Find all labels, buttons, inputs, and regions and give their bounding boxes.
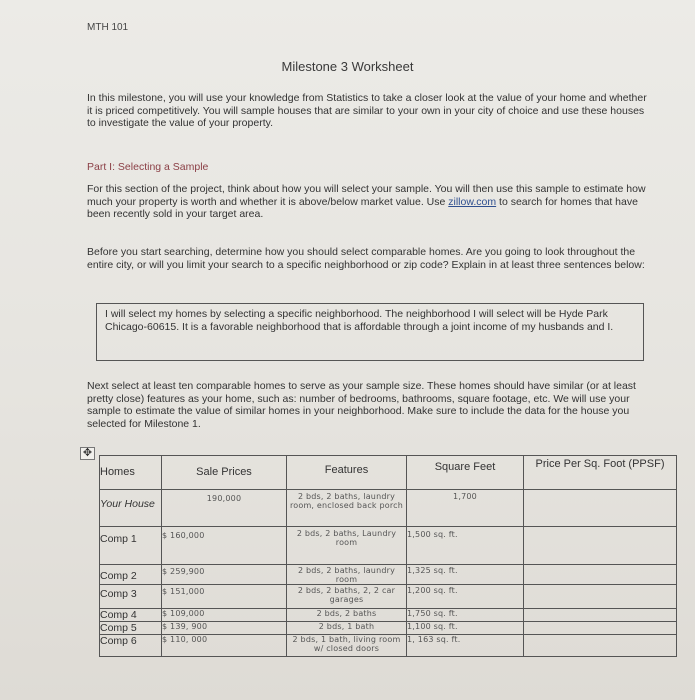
square-feet[interactable]: 1,325 sq. ft. [407,565,524,585]
home-name[interactable]: Comp 2 [100,565,162,585]
features[interactable]: 2 bds, 1 bath [287,622,407,635]
course-code: MTH 101 [87,22,129,33]
page-title: Milestone 3 Worksheet [281,59,414,74]
instructions-text-end: to search for homes that have been recently sold in your target area. [87,195,638,221]
header-square-feet: Square Feet [407,456,524,490]
header-homes: Homes [100,456,162,490]
answer-textbox[interactable]: I will select my homes by selecting a specific neighborhood. The neighborhood I will select will be Hyde Park Chicago-60615. It is a favorable neighborhood that is affordable through a joint income of my husbands and I. [96,303,644,361]
features[interactable]: 2 bds, 2 baths, laundry room [287,565,407,585]
home-name[interactable]: Comp 5 [100,622,162,635]
table-row [100,527,677,565]
part-heading: Part I: Selecting a Sample [87,161,209,173]
table-row [100,585,677,609]
homes-table [99,455,677,657]
instructions-text-start: For this section of the project, think about how you will select your sample. You will then use this sample to estimate how much your property is worth and whether it is above/below market value. Use [87,183,646,208]
square-feet[interactable]: 1,750 sq. ft. [407,609,524,622]
table-move-handle-icon[interactable]: ✥ [80,447,95,460]
header-ppsf: Price Per Sq. Foot (PPSF) [524,456,677,490]
sale-price[interactable]: $ 151,000 [162,585,287,609]
sale-price[interactable]: $ 259,900 [162,565,287,585]
home-name[interactable]: Comp 6 [100,635,162,657]
header-sale-prices: Sale Prices [162,456,287,490]
features[interactable]: 2 bds, 2 baths, 2, 2 car garages [287,585,407,609]
sale-price[interactable]: $ 139, 900 [162,622,287,635]
sample-instructions-paragraph: Next select at least ten comparable homes to serve as your sample size. These homes should have similar (or at least pretty close) features as your home, such as: number of bedrooms, bathrooms, square footage, etc. We will use your sample to estimate the value of similar homes in your neighborhood. Make sure to include the data for the house you selected for Milestone 1. [87,380,636,430]
square-feet[interactable]: 1, 163 sq. ft. [407,635,524,657]
table-row [100,609,677,622]
features[interactable]: 2 bds, 2 baths, laundry room, enclosed back porch [287,490,407,527]
intro-paragraph: In this milestone, you will use your knowledge from Statistics to take a closer look at the value of your home and whether it is priced competitively. You will sample houses that are similar to your own in your city of choice and use these houses to investigate the value of your property. [87,92,647,130]
ppsf[interactable] [524,490,677,527]
question-paragraph: Before you start searching, determine how you should select comparable homes. Are you going to look throughout the entire city, or will you limit your search to a specific neighborhood or zip code? Explain in at least three sentences below: [87,246,645,271]
instructions-paragraph [87,183,647,221]
table-row [100,622,677,635]
sale-price[interactable]: $ 109,000 [162,609,287,622]
sale-price[interactable]: $ 110, 000 [162,635,287,657]
zillow-link[interactable]: zillow.com [448,195,497,208]
features[interactable]: 2 bds, 2 baths, Laundry room [287,527,407,565]
ppsf[interactable] [524,527,677,565]
ppsf[interactable] [524,565,677,585]
sale-price[interactable]: 190,000 [162,490,287,527]
square-feet[interactable]: 1,500 sq. ft. [407,527,524,565]
table-row [100,635,677,657]
header-features: Features [287,456,407,490]
table-header-row [100,456,677,490]
table-row [100,490,677,527]
ppsf[interactable] [524,635,677,657]
ppsf[interactable] [524,609,677,622]
home-name[interactable]: Comp 4 [100,609,162,622]
features[interactable]: 2 bds, 1 bath, living room w/ closed doors [287,635,407,657]
square-feet[interactable]: 1,700 [407,490,524,527]
ppsf[interactable] [524,622,677,635]
table-row [100,565,677,585]
ppsf[interactable] [524,585,677,609]
home-name[interactable]: Comp 3 [100,585,162,609]
home-name[interactable]: Comp 1 [100,527,162,565]
features[interactable]: 2 bds, 2 baths [287,609,407,622]
square-feet[interactable]: 1,200 sq. ft. [407,585,524,609]
square-feet[interactable]: 1,100 sq. ft. [407,622,524,635]
sale-price[interactable]: $ 160,000 [162,527,287,565]
home-name[interactable]: Your House [100,490,162,527]
